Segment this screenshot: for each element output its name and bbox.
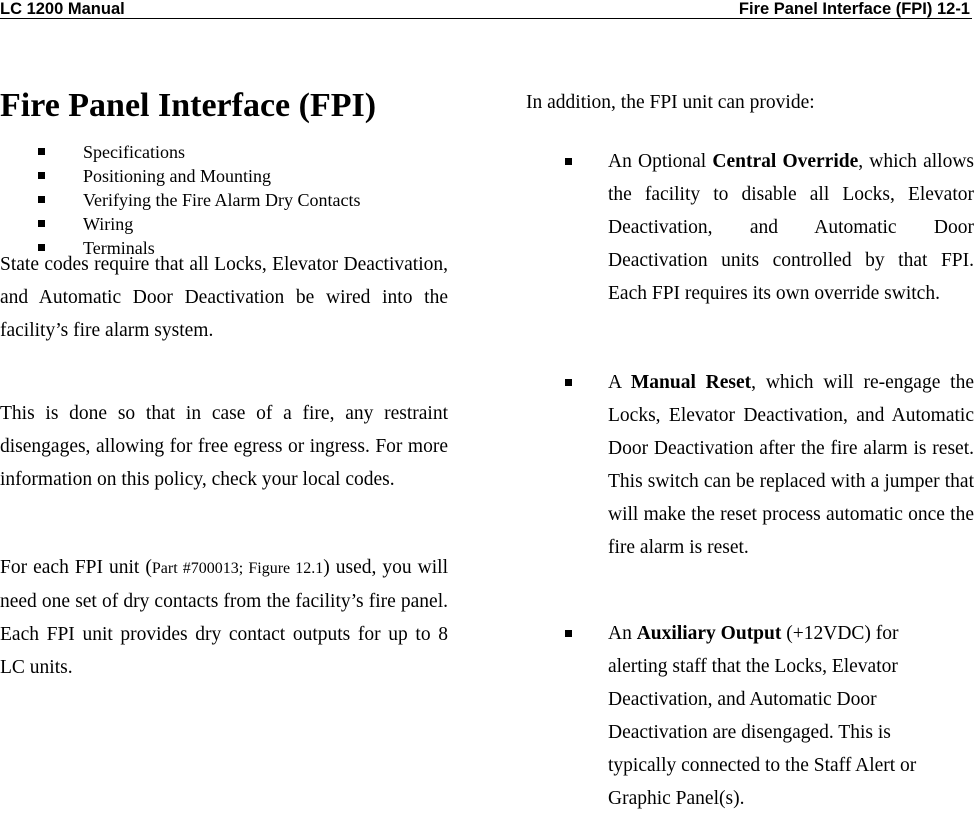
page-header [0, 0, 972, 19]
feature-auxiliary-output: An Auxiliary Output (+12VDC) for alerting staff that the Locks, Elevator Deactivation, and Automatic Door Deactivation are disengaged. This is typically connected to the Staff Alert or Graphic Panel(s). [608, 617, 974, 815]
bullet-icon [38, 172, 45, 179]
list-item: Verifying the Fire Alarm Dry Contacts [0, 188, 460, 212]
list-item: Terminals [0, 236, 460, 260]
bullet-icon [38, 148, 45, 155]
chapter-page-number: Fire Panel Interface (FPI) 12-1 [738, 0, 970, 18]
page-title: Fire Panel Interface (FPI) [0, 87, 377, 124]
list-item: Specifications [0, 140, 460, 164]
bullet-icon [38, 220, 45, 227]
bullet-icon [565, 158, 572, 165]
paragraph-fpi-unit: For each FPI unit (Part #700013; Figure 12.1) used, you will need one set of dry contacts from the facility’s fire panel. Each FPI unit provides dry contact outputs for up to 8 LC units. [0, 557, 448, 678]
manual-title: LC 1200 Manual [0, 0, 125, 18]
paragraph-state-codes: State codes require that all Locks, Elevator Deactivation, and Automatic Door Deactivation be wired into the facility’s fire alarm system. [0, 254, 448, 341]
bullet-icon [38, 196, 45, 203]
bullet-icon [565, 379, 572, 386]
paragraph-restraint: This is done so that in case of a fire, any restraint disengages, allowing for free egress or ingress. For more information on this policy, check your local codes. [0, 403, 448, 490]
section-list [0, 140, 460, 260]
intro-paragraph: In addition, the FPI unit can provide: [526, 92, 815, 113]
bullet-icon [565, 630, 572, 637]
list-item: Positioning and Mounting [0, 164, 460, 188]
feature-manual-reset: A Manual Reset, which will re-engage the Locks, Elevator Deactivation, and Automatic Door Deactivation after the fire alarm is reset. This switch can be replaced with a jumper that will make the reset process automatic once the fire alarm is reset. [608, 366, 974, 564]
list-item: Wiring [0, 212, 460, 236]
part-reference: Part #700013; Figure 12.1 [151, 560, 324, 577]
feature-central-override: An Optional Central Override, which allows the facility to disable all Locks, Elevator Deactivation, and Automatic Door Deactivation units controlled by that FPI. Each FPI requires its own override switch. [608, 145, 974, 310]
